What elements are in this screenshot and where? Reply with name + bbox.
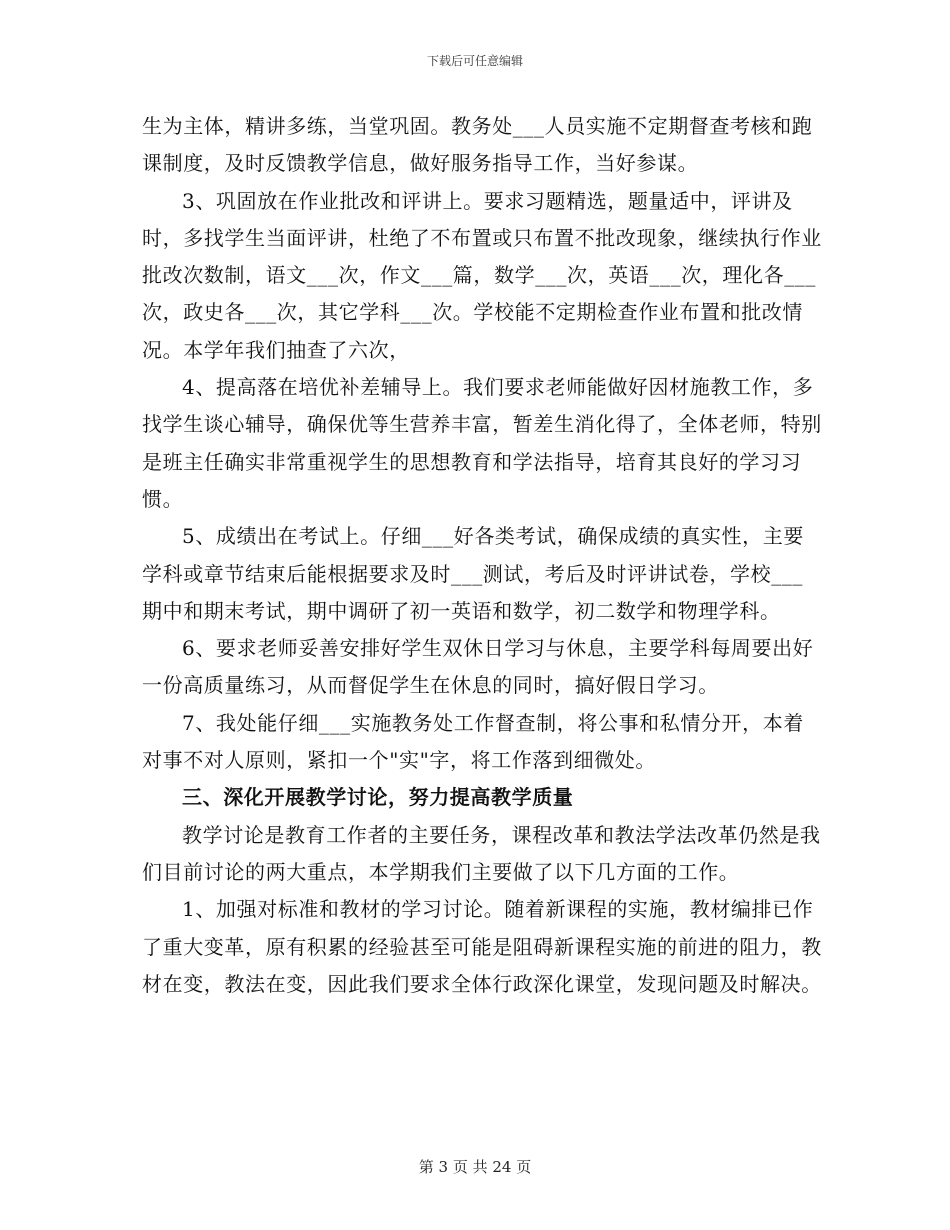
document-body <box>142 108 822 1003</box>
paragraph-2: 3、巩固放在作业批改和评讲上。要求习题精选，题量适中，评讲及时，多找学生当面评讲，杜绝了不布置或只布置不批改现象，继续执行作业批改次数制，语文___次，作文___篇，数学___次，英语___次，理化各___次，政史各___次，其它学科___次。学校能不定期检查作业布置和批改情况。本学年我们抽查了六次， <box>142 188 822 362</box>
paragraph-7: 教学讨论是教育工作者的主要任务，课程改革和教法学法改革仍然是我们目前讨论的两大重点，本学期我们主要做了以下几方面的工作。 <box>142 822 821 884</box>
page-number: 第 3 页 共 24 页 <box>418 1158 532 1176</box>
paragraph-1: 生为主体，精讲多练，当堂巩固。教务处___人员实施不定期督查考核和跑课制度，及时反馈教学信息，做好服务指导工作，当好参谋。 <box>142 114 813 176</box>
page-header-note: 下载后可任意编辑 <box>426 54 523 68</box>
paragraph-5: 6、要求老师妥善安排好学生双休日学习与休息，主要学科每周要出好一份高质量练习，从而督促学生在休息的同时，搞好假日学习。 <box>142 636 814 698</box>
paragraph-4: 5、成绩出在考试上。仔细___好各类考试，确保成绩的真实性，主要学科或章节结束后能根据要求及时___测试，考后及时评讲试卷，学校___期中和期末考试，期中调研了初一英语和数学，初二数学和物理学科。 <box>142 524 804 623</box>
paragraph-3: 4、提高落在培优补差辅导上。我们要求老师能做好因材施教工作，多找学生谈心辅导，确保优等生营养丰富，暂差生消化得了，全体老师，特别是班主任确实非常重视学生的思想教育和学法指导，培育其良好的学习习惯。 <box>142 375 822 511</box>
section-heading: 三、深化开展教学讨论，努力提高教学质量 <box>182 785 574 810</box>
paragraph-6: 7、我处能仔细___实施教务处工作督查制，将公事和私情分开，本着对事不对人原则，紧扣一个"实"字，将工作落到细微处。 <box>142 710 804 773</box>
paragraph-8: 1、加强对标准和教材的学习讨论。随着新课程的实施，教材编排已作了重大变革，原有积累的经验甚至可能是阻碍新课程实施的前进的阻力，教材在变，教法在变，因此我们要求全体行政深化课堂，发现问题及时解决。 <box>142 897 822 996</box>
